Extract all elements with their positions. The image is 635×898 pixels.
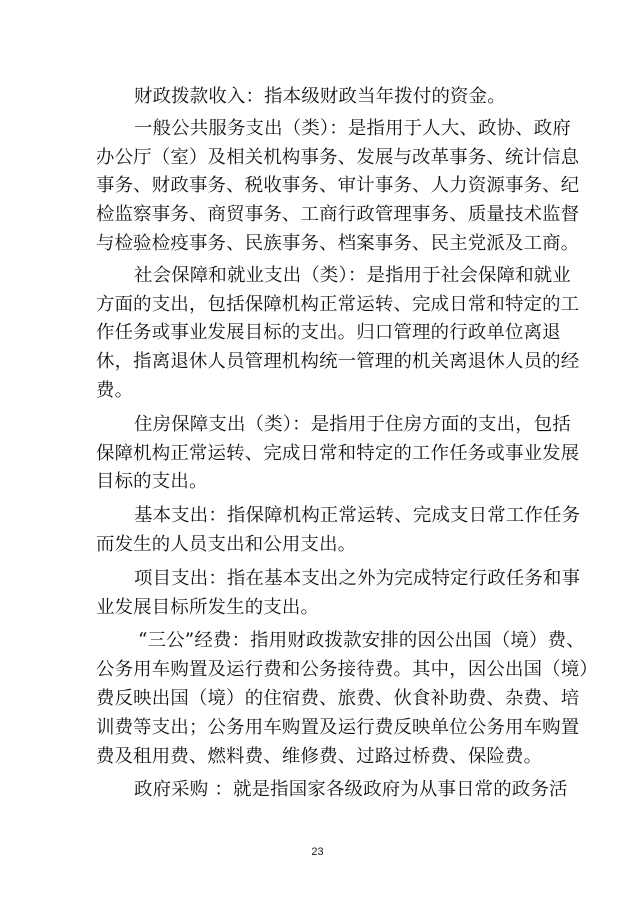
paragraph-line: 检监察事务、商贸事务、工商行政管理事务、质量技术监督 [96,204,580,226]
paragraph-fiscal-appropriation-income [96,83,544,112]
body-text [96,83,598,805]
paragraph-line: “三公”经费：指用财政拨款安排的因公出国（境）费、 [138,630,585,652]
paragraph-social-security-employment [96,262,580,406]
paragraph-line: 办公厅（室）及相关机构事务、发展与改革事务、统计信息 [96,146,580,168]
paragraph-line: 费反映出国（境）的住宿费、旅费、伙食补助费、杂费、培 [96,687,580,709]
paragraph-line: 财政拨款收入：指本级财政当年拨付的资金。 [134,86,506,107]
paragraph-line: 训费等支出；公务用车购置及运行费反映单位公务用车购置 [96,716,580,738]
paragraph-line: 方面的支出，包括保障机构正常运转、完成日常和特定的工 [96,293,580,315]
paragraph-line: 基本支出：指保障机构正常运转、完成支日常工作任务 [134,505,581,527]
paragraph-line: 一般公共服务支出（类）：是指用于人大、政协、政府 [134,117,571,139]
paragraph-project-expenditure [96,565,581,623]
paragraph-line: 费。 [96,379,134,401]
paragraph-basic-expenditure [96,502,581,560]
paragraph-line: 事务、财政事务、税收事务、审计事务、人力资源事务、纪 [96,175,580,197]
page-number: 23 [311,846,324,858]
paragraph-housing-security [96,411,580,497]
paragraph-line: 目标的支出。 [96,471,208,493]
paragraph-line: 作任务或事业发展目标的支出。归口管理的行政单位离退 [96,322,561,344]
paragraph-line: 住房保障支出（类）：是指用于住房方面的支出，包括 [134,413,571,435]
paragraph-line: 休，指离退休人员管理机构统一管理的机关离退休人员的经 [96,351,580,373]
paragraph-line: 业发展目标所发生的支出。 [96,596,320,618]
paragraph-line: 社会保障和就业支出（类）：是指用于社会保障和就业 [134,264,571,286]
paragraph-line: 公务用车购置及运行费和公务接待费。其中，因公出国（境） [96,659,598,681]
paragraph-line: 而发生的人员支出和公用支出。 [96,533,357,555]
paragraph-line: 费及租用费、燃料费、维修费、过路过桥费、保险费。 [96,745,543,767]
paragraph-general-public-services [96,115,580,259]
paragraph-line: 项目支出：指在基本支出之外为完成特定行政任务和事 [134,567,581,589]
paragraph-three-public-expenses [96,627,598,771]
paragraph-line: 政府采购 ：就是指国家各级政府为从事日常的政务活 [134,779,568,801]
paragraph-government-procurement [96,776,568,805]
paragraph-line: 与检验检疫事务、民族事务、档案事务、民主党派及工商。 [96,232,580,254]
paragraph-line: 保障机构正常运转、完成日常和特定的工作任务或事业发展 [96,442,580,464]
